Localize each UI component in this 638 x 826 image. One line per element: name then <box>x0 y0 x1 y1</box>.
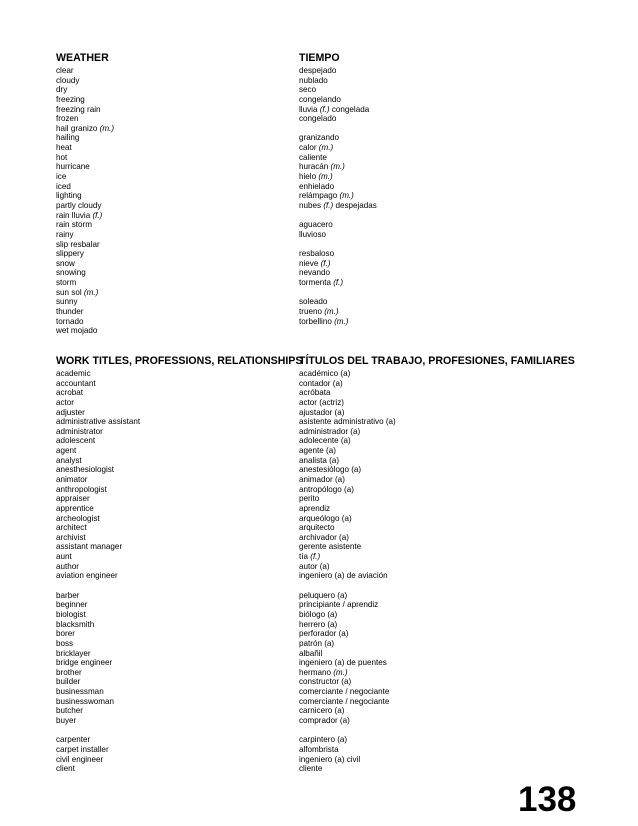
term: wet mojado <box>56 326 98 336</box>
term: comprador (a) <box>299 716 350 725</box>
term: principiante / aprendiz <box>299 600 379 610</box>
term: nublado <box>299 75 328 85</box>
group-gap <box>299 726 589 736</box>
term: partly cloudy <box>56 200 102 210</box>
term: rainy <box>56 229 74 239</box>
term: arqueólogo (a) <box>299 513 352 523</box>
term: agente (a) <box>299 446 336 456</box>
term: albañil <box>299 648 323 658</box>
term: hielo (m.) <box>299 172 333 182</box>
term: despejado <box>299 66 337 75</box>
term <box>299 240 589 250</box>
term: asistente administrativo (a) <box>299 417 396 427</box>
term: businesswoman <box>56 696 115 706</box>
term: archivist <box>56 532 86 542</box>
term: tía (f.) <box>299 552 321 562</box>
term: bricklayer <box>56 648 91 658</box>
term: buyer <box>56 716 77 725</box>
weather-list-es <box>299 66 589 336</box>
term: adolescent <box>56 436 96 446</box>
term: acróbata <box>299 388 331 398</box>
weather-list-en <box>56 66 291 336</box>
term: alfombrista <box>299 744 339 754</box>
term: resbaloso <box>299 249 335 259</box>
term: brother <box>56 667 82 677</box>
term: sunny <box>56 297 78 307</box>
term: perforador (a) <box>299 629 349 639</box>
term: calor (m.) <box>299 143 334 153</box>
term: adjuster <box>56 407 85 417</box>
term: ajustador (a) <box>299 407 345 417</box>
term: cliente <box>299 764 323 774</box>
term: anesthesiologist <box>56 465 115 475</box>
term: constructor (a) <box>299 677 352 687</box>
term: archivador (a) <box>299 532 349 542</box>
term: academic <box>56 368 91 378</box>
term: boss <box>56 638 74 648</box>
spanish-column <box>299 52 589 774</box>
term: trueno (m.) <box>299 307 339 317</box>
term: slippery <box>56 249 84 259</box>
term: adolecente (a) <box>299 436 351 446</box>
term: gerente asistente <box>299 542 362 552</box>
term: iced <box>56 181 71 191</box>
work-list-en <box>56 369 291 774</box>
term: archeologist <box>56 513 100 523</box>
term: lighting <box>56 191 82 201</box>
term <box>299 211 589 221</box>
term: lluvioso <box>299 229 326 239</box>
term: barber <box>56 590 80 600</box>
term: peluquero (a) <box>299 590 348 600</box>
term: animator <box>56 474 88 484</box>
term: anthropologist <box>56 484 107 494</box>
term: lluvia (f.) congelada <box>299 104 370 114</box>
term: businessman <box>56 687 104 697</box>
term: blacksmith <box>56 619 95 629</box>
term: administrador (a) <box>299 426 361 436</box>
group-gap <box>299 581 589 591</box>
term: actor (actriz) <box>299 397 344 407</box>
term: freezing <box>56 94 85 104</box>
term: beginner <box>56 600 88 610</box>
english-column <box>56 52 303 774</box>
term: appraiser <box>56 494 90 504</box>
weather-heading-es: TIEMPO <box>299 52 340 64</box>
term: analista (a) <box>299 455 340 465</box>
term: cloudy <box>56 75 80 85</box>
term: snowing <box>56 268 86 278</box>
term: borer <box>56 629 75 639</box>
term: aunt <box>56 552 72 562</box>
term: hail granizo (m.) <box>56 123 115 133</box>
term: carnicero (a) <box>299 706 345 716</box>
term: apprentice <box>56 503 94 513</box>
term: dry <box>56 85 68 95</box>
term: caliente <box>299 152 327 162</box>
term: granizando <box>299 133 340 143</box>
group-gap <box>56 726 291 736</box>
term: aguacero <box>299 220 333 230</box>
term: seco <box>299 85 317 95</box>
term: torbellino (m.) <box>299 316 349 326</box>
term: ingeniero (a) de aviación <box>299 571 388 581</box>
term: huracán (m.) <box>299 162 345 172</box>
term: tormenta (f.) <box>299 278 344 288</box>
term: bridge engineer <box>56 658 113 668</box>
term: tornado <box>56 316 84 326</box>
term: frozen <box>56 114 79 124</box>
term: anestesiólogo (a) <box>299 465 362 475</box>
term: butcher <box>56 706 83 716</box>
term: aprendiz <box>299 503 331 513</box>
term: congelando <box>299 94 341 104</box>
term: enhielado <box>299 181 335 191</box>
term: antropólogo (a) <box>299 484 354 494</box>
term <box>299 124 589 134</box>
work-heading-es: TÍTULOS DEL TRABAJO, PROFESIONES, FAMILIARES <box>299 354 575 367</box>
weather-heading-en: WEATHER <box>56 52 109 64</box>
term: hot <box>56 152 68 162</box>
term: contador (a) <box>299 378 343 388</box>
term: snow <box>56 258 75 268</box>
work-heading-en: WORK TITLES, PROFESSIONS, RELATIONSHIPS <box>56 354 303 367</box>
term: builder <box>56 677 81 687</box>
term: hermano (m.) <box>299 667 348 677</box>
term: hurricane <box>56 162 90 172</box>
term: congelado <box>299 114 337 124</box>
term: académico (a) <box>299 368 351 378</box>
term: slip resbalar <box>56 239 100 249</box>
term: storm <box>56 278 77 288</box>
term: hailing <box>56 133 80 143</box>
term: nieve (f.) <box>299 258 331 268</box>
term: herrero (a) <box>299 619 338 629</box>
term: arquitecto <box>299 523 335 533</box>
term: patrón (a) <box>299 638 335 648</box>
term: ingeniero (a) de puentes <box>299 658 387 668</box>
term: thunder <box>56 307 84 317</box>
term: perito <box>299 494 320 504</box>
page-number: 138 <box>518 780 577 819</box>
group-gap <box>56 581 291 591</box>
term: aviation engineer <box>56 571 118 581</box>
term: assistant manager <box>56 542 123 552</box>
term: carpet installer <box>56 744 109 754</box>
term: architect <box>56 523 87 533</box>
term: agent <box>56 446 77 456</box>
term: sun sol (m.) <box>56 287 99 297</box>
term <box>299 288 589 298</box>
term: author <box>56 561 79 571</box>
term: administrator <box>56 426 103 436</box>
term: biologist <box>56 609 86 619</box>
term: carpenter <box>56 735 91 745</box>
term: rain storm <box>56 220 92 230</box>
term: comerciante / negociante <box>299 696 390 706</box>
term: carpintero (a) <box>299 735 348 745</box>
term: ice <box>56 172 67 182</box>
term: comerciante / negociante <box>299 687 390 697</box>
term: clear <box>56 66 74 75</box>
term: animador (a) <box>299 474 345 484</box>
term: heat <box>56 143 72 153</box>
term: civil engineer <box>56 754 104 764</box>
work-list-es <box>299 369 589 774</box>
term: acrobat <box>56 388 83 398</box>
term: nevando <box>299 268 331 278</box>
term: relámpago (m.) <box>299 191 354 201</box>
term: autor (a) <box>299 561 330 571</box>
term: actor <box>56 397 74 407</box>
term: rain lluvia (f.) <box>56 210 103 220</box>
term: biólogo (a) <box>299 609 338 619</box>
term: accountant <box>56 378 96 388</box>
term: client <box>56 764 75 774</box>
term: nubes (f.) despejadas <box>299 200 377 210</box>
term <box>299 326 589 336</box>
term: ingeniero (a) civil <box>299 754 361 764</box>
term: analyst <box>56 455 82 465</box>
term: administrative assistant <box>56 417 141 427</box>
term: soleado <box>299 297 328 307</box>
term: freezing rain <box>56 104 101 114</box>
